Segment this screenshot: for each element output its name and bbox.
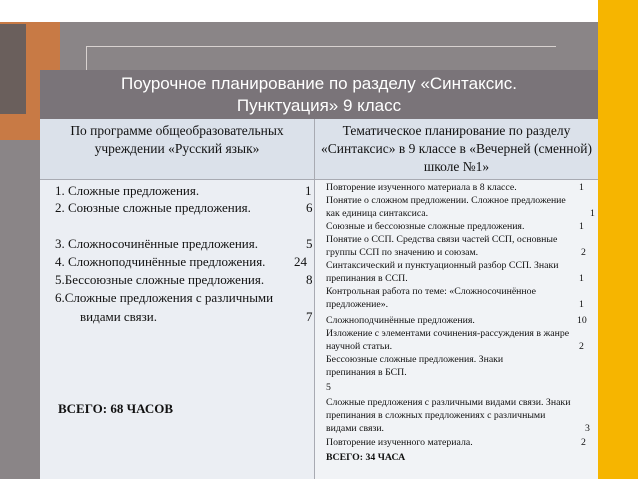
list-item: препинания в БСП. bbox=[326, 367, 407, 378]
list-item: Союзные и бессоюзные сложные предложения. 1 bbox=[326, 221, 584, 232]
list-item: Изложение с элементами сочинения-рассуждения в жанре bbox=[326, 328, 570, 339]
list-item: Повторение изученного материала в 8 классе. 1 bbox=[326, 182, 584, 193]
list-item: Бессоюзные сложные предложения. Знаки bbox=[326, 354, 504, 365]
slide-title bbox=[40, 70, 598, 119]
list-item: Понятие о сложном предложении. Сложное предложение bbox=[326, 195, 566, 206]
list-item: как единица синтаксиса. 1 bbox=[326, 208, 595, 219]
list-item: группы ССП по значению и союзам. 2 bbox=[326, 247, 586, 258]
decorative-line bbox=[86, 46, 87, 70]
left-column-body bbox=[40, 180, 315, 479]
background-dark-block bbox=[0, 24, 26, 114]
right-column-header bbox=[315, 119, 598, 180]
list-item: видами связи. 3 bbox=[326, 423, 590, 434]
list-item: предложение». 1 bbox=[326, 299, 584, 310]
left-header-text: По программе общеобразовательных учреждении «Русский язык» bbox=[70, 123, 284, 156]
slide: Поурочное планирование по разделу «Синтаксис. Пунктуация» 9 класс По программе общеобразовательных учреждении «Русский язык» Тематическое планирование по разделу «Синтаксис» в 9 классе в «Вечерней (сменной) школе №1» 1. Сложные предложения. 1 2. Союзные сложные предложения. 6 3. Сложносочинённые предложения. 5 4. Сложноподчинённые предложения. 24 5.Бессоюзные сложные предложения. 8 6.Сложные предложения с различными видами связи. 7 ВСЕГО: 68 ЧАСОВ Повторение изученного материала в 8 классе. 1 Понятие о сложном предложении. Сложное предложение как единица синтаксиса. 1 Союзные и бессоюзные сложные предложения. 1 Понятие о ССП. Средства связи частей ССП, основные группы ССП по значению и союзам. 2 Синтаксический и пунктуационный разбор ССП. Знаки препинания в ССП. 1 Контрольная работа по теме: «Сложносочинённое предложение». 1 Сложноподчинённые предложения. 10 Изложение с элементами сочинения-рассуждения в жанре научной статьи. 2 Бессоюзные сложные предложения. Знаки препинания в БСП. 5 Сложные предложения с различными видами связи. Знаки препинания в сложных предложениях с различными видами связи. 3 Повторение изученного материала. 2 ВСЕГО: 34 ЧАСА bbox=[0, 0, 638, 479]
list-item: Сложноподчинённые предложения. 10 bbox=[326, 315, 587, 326]
list-item: Сложные предложения с различными видами связи. Знаки bbox=[326, 397, 571, 408]
decorative-line bbox=[86, 46, 556, 47]
right-total: ВСЕГО: 34 ЧАСА bbox=[326, 452, 406, 463]
right-header-text: Тематическое планирование по разделу «Синтаксис» в 9 классе в «Вечерней (сменной) школе №1» bbox=[321, 123, 592, 174]
list-item: препинания в сложных предложениях с различными bbox=[326, 410, 546, 421]
background-top bbox=[0, 0, 610, 22]
list-item: препинания в ССП. 1 bbox=[326, 273, 584, 284]
background-yellow-strip bbox=[598, 0, 638, 479]
list-item: Повторение изученного материала. 2 bbox=[326, 437, 586, 448]
left-column-header bbox=[40, 119, 315, 180]
list-item: Контрольная работа по теме: «Сложносочинённое bbox=[326, 286, 537, 297]
list-item: Понятие о ССП. Средства связи частей ССП, основные bbox=[326, 234, 558, 245]
slide-title-text: Поурочное планирование по разделу «Синтаксис. Пунктуация» 9 класс bbox=[121, 74, 517, 115]
list-item: научной статьи. 2 bbox=[326, 341, 584, 352]
list-item: 5 bbox=[326, 382, 331, 393]
list-item: Синтаксический и пунктуационный разбор ССП. Знаки bbox=[326, 260, 559, 271]
